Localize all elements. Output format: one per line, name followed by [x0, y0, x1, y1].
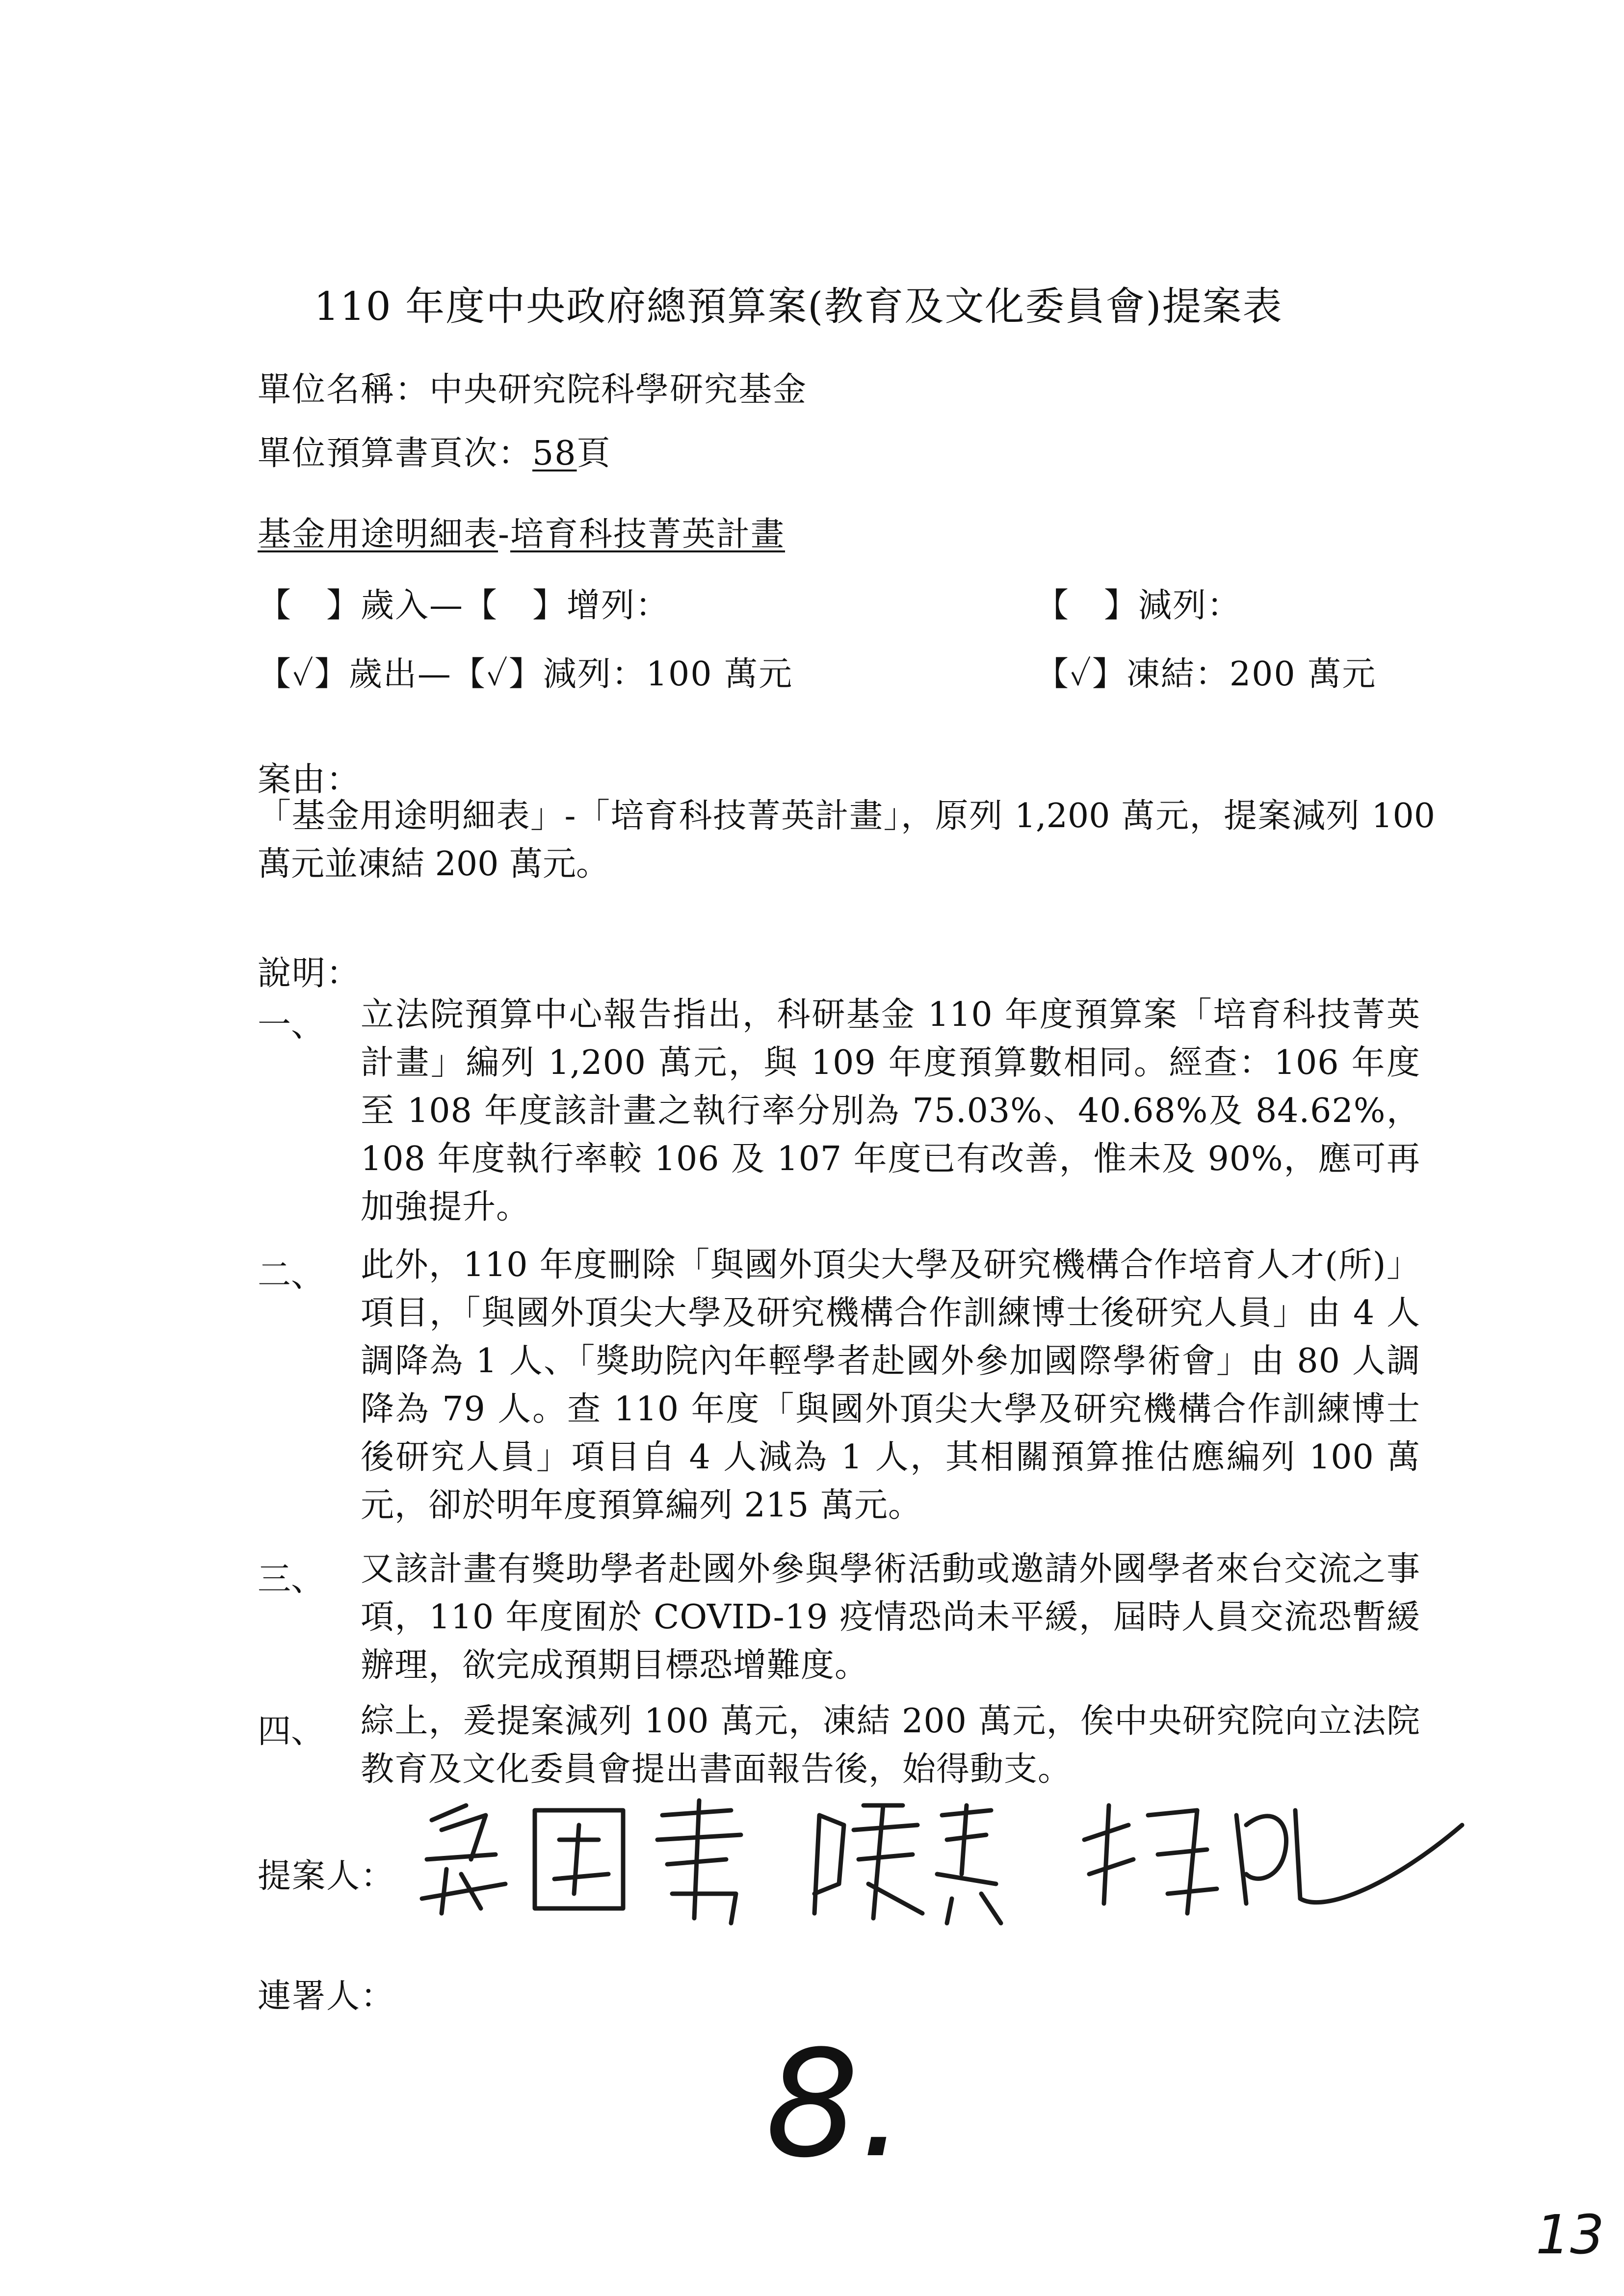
budget-page-number: 58 — [532, 434, 577, 473]
proposer-label: 提案人： — [258, 1857, 395, 1896]
revenue-decrease: 【 】減列： — [1035, 586, 1242, 625]
item-number-2: 二、 — [258, 1256, 325, 1295]
budget-page-label: 單位預算書頁次： — [258, 434, 533, 473]
budget-page-suffix: 頁 — [576, 434, 611, 473]
handwritten-item-number: 8. — [765, 2019, 906, 2190]
item-text-4: 綜上，爰提案減列 100 萬元，凍結 200 萬元，俟中央研究院向立法院教育及文化委員會提出書面報告後，始得動支。 — [361, 1702, 1420, 1789]
page-number: 13 — [1536, 2203, 1604, 2266]
unit-name: 單位名稱：中央研究院科學研究基金 — [258, 370, 808, 409]
expenditure-freeze: 【✓】凍結：200 萬元 — [1035, 655, 1377, 694]
table-name-part1: 基金用途明細表 — [258, 515, 498, 554]
item-text-2: 此外，110 年度刪除「與國外頂尖大學及研究機構合作培育人才(所)」項目，「與國外頂尖大學及研究機構合作訓練博士後研究人員」由 4 人調降為 1 人、「獎助院內年輕學者赴國外參加國際學術會」由 80 人調降為 79 人。查 110 年度「與國外頂尖大學及研究機構合作訓練博士後研究人員」項目自 4 人減為 1 人，其相關預算推估應編列 100 萬元，卻於明年度預算編列 215 萬元。 — [361, 1246, 1420, 1525]
reason-label: 案由： — [258, 760, 361, 799]
item-text-3: 又該計畫有獎助學者赴國外參與學術活動或邀請外國學者來台交流之事項，110 年度囿於 COVID-19 疫情恐尚未平緩，屆時人員交流恐暫緩辦理，欲完成預期目標恐增難度。 — [361, 1550, 1420, 1685]
expenditure-row: 【✓】歲出—【✓】減列：100 萬元 — [258, 655, 793, 694]
table-name-part2: 培育科技菁英計畫 — [510, 515, 786, 554]
item-text-1: 立法院預算中心報告指出，科研基金 110 年度預算案「培育科技菁英計畫」編列 1,200 萬元，與 109 年度預算數相同。經查：106 年度至 108 年度該計畫之執行率分別為 75.03%、40.68%及 84.62%，108 年度執行率較 106 及 107 年度已有改善，惟未及 90%，應可再加強提升。 — [361, 995, 1420, 1226]
item-number-1: 一、 — [258, 1006, 325, 1044]
document-title: 110 年度中央政府總預算案(教育及文化委員會)提案表 — [314, 284, 1283, 329]
signature-scribbles — [412, 1786, 1482, 1933]
table-name-dash: - — [498, 515, 510, 554]
cosigner-label: 連署人： — [258, 1977, 395, 2016]
reason-text: 「基金用途明細表」-「培育科技菁英計畫」，原列 1,200 萬元，提案減列 100 萬元並凍結 200 萬元。 — [258, 797, 1435, 884]
table-name-line — [258, 508, 785, 555]
revenue-row: 【 】歲入—【 】增列： — [258, 586, 670, 625]
proposer-signatures — [412, 1786, 1482, 1935]
explain-label: 說明： — [258, 954, 361, 993]
item-number-3: 三、 — [258, 1560, 325, 1599]
budget-page-line — [258, 427, 611, 474]
item-number-4: 四、 — [258, 1712, 325, 1751]
